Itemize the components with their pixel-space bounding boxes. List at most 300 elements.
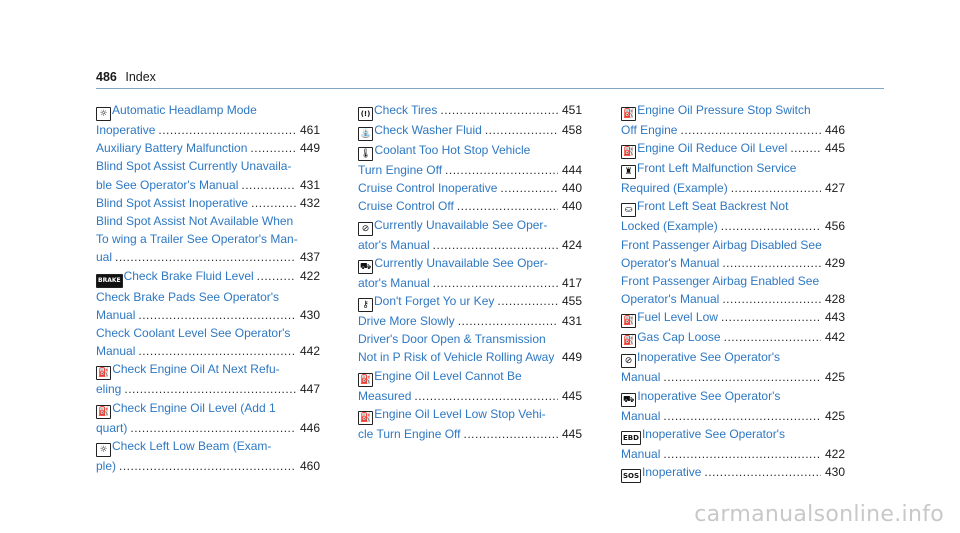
index-entry-line [96, 360, 320, 380]
page-reference[interactable]: 422 [824, 446, 845, 461]
index-entry-label: Check Engine Oil Level (Add 1 [112, 400, 276, 415]
page-reference[interactable]: 417 [561, 275, 582, 290]
page-reference[interactable]: 445 [561, 388, 582, 403]
index-entry-text[interactable] [621, 254, 719, 272]
index-entry-text[interactable] [621, 139, 787, 159]
index-entry[interactable] [621, 328, 845, 348]
engine-oil-icon: ⛽ [623, 147, 635, 158]
index-entry-label: Measured [358, 388, 412, 403]
index-entry-label: Manual [621, 408, 661, 423]
index-entry-text[interactable] [96, 399, 276, 419]
index-entry[interactable] [96, 139, 320, 157]
headlamp-icon: ☼ [96, 107, 111, 121]
engine-oil-icon: ⛽ [98, 406, 110, 417]
page-reference[interactable]: 440 [561, 199, 582, 214]
index-entry[interactable] [621, 236, 845, 272]
index-entry-text[interactable] [358, 161, 442, 179]
index-entry-text[interactable] [358, 254, 548, 274]
page-reference[interactable]: 442 [824, 330, 845, 345]
index-entry-line [96, 342, 320, 360]
index-entry-label: Automatic Headlamp Mode [112, 103, 257, 117]
page-reference[interactable]: 456 [824, 219, 845, 234]
index-entry-text[interactable] [621, 445, 660, 463]
index-entry-label: Turn Engine Off [358, 163, 443, 177]
index-entry[interactable] [96, 157, 320, 193]
index-entry-text[interactable] [96, 457, 116, 475]
sos-icon: SOS [621, 469, 641, 483]
index-entry-line [621, 139, 845, 159]
leader-dots [497, 292, 558, 312]
index-entry-label: ble See Operator's Manual [96, 177, 239, 192]
index-entry-text[interactable] [96, 139, 247, 157]
page-reference[interactable]: 460 [299, 458, 320, 473]
seat-icon: ⛀ [621, 203, 636, 217]
index-entry-text[interactable] [358, 367, 522, 387]
index-entry-text[interactable] [621, 368, 660, 386]
index-entry-line [621, 236, 845, 254]
engine-oil-icon: ⛽ [360, 374, 372, 385]
tire-pressure-icon: (!) [358, 107, 373, 121]
vehicle-front-icon: ⛟ [623, 394, 635, 405]
index-entry-line [621, 387, 845, 407]
page-reference[interactable]: 430 [299, 307, 320, 322]
index-entry-line [358, 161, 582, 179]
index-entry-label: Auxiliary Battery Malfunction [96, 141, 248, 156]
leader-dots [464, 425, 558, 443]
index-entry-line [621, 348, 845, 368]
index-entry-label: Cruise Control Inoperative [358, 181, 498, 196]
index-entry-text[interactable] [621, 407, 660, 425]
index-entry-label: Blind Spot Assist Currently Unavaila- [96, 159, 292, 174]
index-entry-text[interactable] [96, 248, 112, 266]
index-entry-line [621, 368, 845, 386]
page-reference[interactable]: 449 [299, 141, 320, 156]
index-entry[interactable] [358, 312, 582, 330]
leader-dots [458, 312, 558, 330]
index-entry[interactable] [621, 425, 845, 463]
page-reference[interactable]: 425 [824, 370, 845, 385]
index-entry-line [358, 121, 582, 141]
index-entry-text[interactable] [621, 101, 811, 121]
header-divider [96, 88, 884, 89]
index-entry-line [621, 290, 845, 308]
fuel-pump-icon: ⛽ [623, 336, 635, 347]
index-entry-label: Blind Spot Assist Not Available When [96, 214, 294, 229]
index-entry-label: ator's Manual [358, 237, 430, 252]
index-entry[interactable] [96, 212, 320, 267]
index-entry-label: Front Passenger Airbag Enabled See [621, 274, 820, 289]
index-entry-line [96, 324, 320, 342]
leader-dots [500, 179, 558, 197]
index-entry-line [621, 121, 845, 139]
index-entry-line [96, 419, 320, 437]
index-entry[interactable] [358, 141, 582, 179]
index-entry-line [358, 236, 582, 254]
index-entry[interactable] [358, 179, 582, 197]
index-entry-text[interactable] [96, 157, 291, 175]
index-entry-label: ple) [96, 458, 117, 473]
leader-dots [457, 197, 558, 215]
index-entry-text[interactable] [621, 425, 785, 445]
index-entry[interactable] [96, 437, 320, 475]
index-entry-label: Manual [621, 446, 661, 461]
leader-dots [433, 236, 558, 254]
index-entry-text[interactable] [621, 179, 728, 197]
leader-dots [241, 176, 296, 194]
index-entry-line [96, 194, 320, 212]
index-entry-text[interactable] [358, 216, 547, 236]
brake-icon: BRAKE [96, 274, 123, 288]
page-reference[interactable]: 444 [561, 163, 582, 177]
index-entry-label: quart) [96, 420, 128, 435]
index-entry-text[interactable] [621, 348, 780, 368]
leader-dots [721, 308, 821, 328]
page-reference[interactable]: 446 [824, 123, 845, 137]
index-entry-text[interactable] [358, 121, 482, 141]
index-entry-line [96, 139, 320, 157]
index-entry-text[interactable] [621, 328, 721, 348]
index-entry-line [621, 308, 845, 328]
washer-fluid-icon: ⛲ [360, 129, 372, 139]
index-entry[interactable] [621, 101, 845, 139]
prohibited-circle-icon: ⊘ [621, 354, 636, 368]
leader-dots [138, 342, 296, 360]
page-reference[interactable]: 458 [561, 123, 582, 137]
index-entry-label: Drive More Slowly [358, 314, 455, 329]
page-reference[interactable]: 447 [299, 382, 320, 397]
index-entry[interactable] [96, 267, 320, 288]
index-entry-line [96, 437, 320, 457]
index-entry-line [96, 121, 320, 139]
index-entry-text[interactable] [96, 342, 135, 360]
index-entry-text[interactable] [358, 197, 454, 215]
page-reference[interactable]: 428 [824, 292, 845, 307]
page-reference[interactable]: 431 [299, 177, 320, 192]
index-entry-label: cle Turn Engine Off [358, 426, 461, 441]
index-entry-text[interactable] [96, 437, 271, 457]
index-entry-text[interactable] [358, 330, 546, 348]
index-entry-label: Inoperative [642, 465, 702, 480]
leader-dots [119, 457, 296, 475]
index-entry-text[interactable] [358, 274, 430, 292]
index-entry-line [358, 179, 582, 197]
index-entry-line [621, 101, 845, 121]
page-reference[interactable]: 437 [299, 250, 320, 265]
index-entry[interactable] [358, 197, 582, 215]
leader-dots [557, 348, 558, 366]
index-entry-label: Engine Oil Level Cannot Be [374, 368, 522, 383]
index-entry[interactable] [621, 159, 845, 197]
index-entry[interactable] [96, 101, 320, 139]
key-icon: ⚷ [358, 298, 373, 312]
index-entry-label: Check Brake Fluid Level [123, 268, 254, 283]
page-reference[interactable]: 445 [824, 141, 845, 156]
index-entry-line [96, 157, 320, 175]
index-entry-label: Inoperative [96, 123, 156, 137]
index-entry-line [621, 159, 845, 179]
leader-dots [251, 194, 296, 212]
index-entry[interactable] [358, 101, 582, 121]
index-entry[interactable] [621, 348, 845, 386]
index-entry-text[interactable] [621, 197, 788, 217]
index-entry-label: Front Left Seat Backrest Not [637, 199, 789, 214]
index-entry[interactable] [96, 324, 320, 360]
index-entry-line [96, 306, 320, 324]
leader-dots [250, 139, 296, 157]
index-entry-label: Operator's Manual [621, 255, 720, 270]
index-entry-label: Off Engine [621, 123, 678, 137]
index-entry[interactable] [96, 360, 320, 398]
leader-dots [414, 387, 558, 405]
index-entry-text[interactable] [96, 121, 155, 139]
index-entry-text[interactable] [96, 101, 257, 121]
index-entry-line [621, 254, 845, 272]
index-entry-line [358, 348, 582, 366]
index-entry-line [96, 212, 320, 230]
index-entry-label: Check Brake Pads See Operator's [96, 289, 280, 304]
index-entry-text[interactable] [358, 292, 494, 312]
leader-dots [722, 254, 821, 272]
coolant-temp-icon: 🌡 [360, 149, 372, 159]
index-entry-label: Don't Forget Yo ur Key [374, 294, 495, 309]
page-reference[interactable]: 424 [561, 237, 582, 252]
page-reference[interactable]: 461 [299, 123, 320, 137]
headlamp-icon: ☼ [96, 443, 111, 457]
index-entry-line [358, 197, 582, 215]
index-entry-label: Gas Cap Loose [637, 330, 721, 345]
leader-dots [257, 267, 296, 288]
prohibited-circle-icon: ⊘ [358, 222, 373, 236]
index-entry-line [358, 141, 582, 161]
index-entry-label: Operator's Manual [621, 292, 720, 307]
index-entry-text[interactable] [621, 463, 701, 483]
seat-occupant-icon: ♜ [621, 165, 636, 179]
index-entry[interactable] [621, 272, 845, 308]
index-entry-label: Engine Oil Reduce Oil Level [637, 141, 788, 156]
leader-dots [704, 463, 821, 483]
index-entry-label: Not in P Risk of Vehicle Rolling Away [358, 350, 555, 365]
index-column-3 [621, 101, 845, 483]
page-header [96, 70, 156, 84]
leader-dots [485, 121, 558, 141]
index-entry-line [621, 179, 845, 197]
index-entry-label: Manual [96, 344, 136, 359]
index-entry[interactable] [358, 367, 582, 405]
index-entry-label: Front Left Malfunction Service [637, 161, 797, 176]
index-entry-label: Inoperative See Operator's [637, 388, 781, 403]
index-entry-line [621, 328, 845, 348]
index-entry-label: Manual [96, 307, 136, 322]
index-entry[interactable] [621, 139, 845, 159]
index-entry-text[interactable] [621, 308, 718, 328]
index-entry-label: Locked (Example) [621, 219, 718, 234]
index-entry-line [358, 292, 582, 312]
index-entry[interactable] [96, 399, 320, 437]
index-entry-line [621, 425, 845, 445]
index-entry-text[interactable] [96, 360, 280, 380]
index-entry-text[interactable] [358, 405, 546, 425]
index-entry-line [96, 176, 320, 194]
engine-oil-icon: ⛽ [98, 368, 110, 379]
index-entry-label: Coolant Too Hot Stop Vehicle [374, 143, 531, 157]
page-reference[interactable]: 429 [824, 255, 845, 270]
page-reference[interactable]: 431 [561, 314, 582, 329]
index-entry-line [358, 405, 582, 425]
index-entry[interactable] [621, 463, 845, 483]
page-reference[interactable]: 422 [299, 268, 320, 283]
page-reference[interactable]: 440 [561, 181, 582, 196]
index-entry-line [621, 463, 845, 483]
page-reference[interactable]: 425 [824, 408, 845, 423]
index-entry-text[interactable] [96, 212, 293, 230]
page-reference[interactable]: 432 [299, 195, 320, 210]
index-entry-text[interactable] [621, 217, 718, 235]
index-entry-text[interactable] [358, 387, 411, 405]
index-entry-label: Check Engine Oil At Next Refu- [112, 362, 280, 377]
index-entry-text[interactable] [358, 179, 497, 197]
index-entry[interactable] [621, 308, 845, 328]
leader-dots [663, 407, 821, 425]
leader-dots [124, 380, 296, 398]
leader-dots [680, 121, 820, 139]
index-entry-line [96, 288, 320, 306]
index-entry[interactable] [358, 254, 582, 292]
index-entry[interactable] [358, 216, 582, 254]
index-column-2 [358, 101, 582, 443]
index-column-1 [96, 101, 320, 475]
index-entry-line [96, 267, 320, 288]
index-entry-text[interactable] [621, 121, 677, 139]
index-entry-line [621, 217, 845, 235]
index-entry-text[interactable] [96, 306, 135, 324]
page-reference[interactable]: 455 [561, 294, 582, 309]
index-entry-text[interactable] [621, 272, 819, 290]
leader-dots [722, 290, 821, 308]
index-entry-label: Inoperative See Operator's [641, 426, 785, 441]
index-entry-line [96, 101, 320, 121]
index-entry-label: Front Passenger Airbag Disabled See [621, 237, 822, 252]
index-entry-line [621, 407, 845, 425]
index-entry-label: Fuel Level Low [637, 310, 718, 325]
index-entry-line [621, 197, 845, 217]
page-reference[interactable]: 446 [299, 420, 320, 435]
engine-oil-icon: ⛽ [360, 412, 372, 423]
index-entry-text[interactable] [96, 194, 248, 212]
index-entry[interactable] [621, 197, 845, 235]
vehicle-front-icon: ⛟ [360, 261, 372, 272]
index-entry-label: Manual [621, 370, 661, 385]
page-reference[interactable]: 427 [824, 181, 845, 196]
index-entry-text[interactable] [358, 141, 530, 161]
index-entry-text[interactable] [621, 236, 822, 254]
index-entry-label: Check Coolant Level See Operator's [96, 326, 291, 341]
index-entry-text[interactable] [96, 380, 121, 398]
index-entry-text[interactable] [96, 324, 290, 342]
leader-dots [433, 274, 558, 292]
index-entry-line [96, 457, 320, 475]
index-entry-text[interactable] [96, 267, 254, 288]
index-entry-text[interactable] [96, 230, 298, 248]
index-entry-text[interactable] [621, 159, 796, 179]
index-entry-line [621, 272, 845, 290]
index-entry-label: Cruise Control Off [358, 199, 454, 214]
index-entry[interactable] [358, 405, 582, 443]
index-entry[interactable] [621, 387, 845, 425]
page-reference[interactable]: 442 [299, 344, 320, 359]
index-entry-text[interactable] [96, 288, 279, 306]
index-entry-label: Engine Oil Level Low Stop Vehi- [374, 406, 546, 421]
index-entry-label: ator's Manual [358, 275, 430, 290]
index-entry-label: To wing a Trailer See Operator's Man- [96, 232, 298, 247]
leader-dots [158, 121, 296, 139]
index-entry-line [358, 387, 582, 405]
index-entry-label: Currently Unavailable See Oper- [374, 255, 548, 270]
leader-dots [663, 445, 821, 463]
index-entry-label: Check Tires [374, 103, 438, 117]
index-entry-text[interactable] [621, 387, 780, 407]
index-entry-text[interactable] [358, 348, 554, 366]
index-entry-text[interactable] [358, 425, 461, 443]
index-entry-label: eling [96, 382, 122, 397]
index-entry-label: Inoperative See Operator's [637, 350, 781, 365]
index-entry-line [96, 248, 320, 266]
engine-oil-icon: ⛽ [623, 109, 635, 119]
leader-dots [445, 161, 558, 179]
leader-dots [721, 217, 821, 235]
leader-dots [663, 368, 821, 386]
index-entry-line [358, 330, 582, 348]
index-entry-text[interactable] [96, 419, 127, 437]
index-entry-text[interactable] [96, 176, 238, 194]
index-entry-line [358, 312, 582, 330]
index-entry[interactable] [96, 288, 320, 324]
watermark: carmanualsonline.info [694, 502, 944, 527]
leader-dots [731, 179, 821, 197]
index-entry-label: Engine Oil Pressure Stop Switch [637, 103, 811, 117]
section-title: Index [125, 70, 156, 84]
leader-dots [440, 101, 558, 121]
index-entry[interactable] [96, 194, 320, 212]
index-entry-line [358, 216, 582, 236]
index-entry-label: Check Washer Fluid [374, 123, 482, 137]
leader-dots [138, 306, 296, 324]
index-entry-text[interactable] [358, 312, 455, 330]
index-entry-text[interactable] [621, 290, 719, 308]
leader-dots [790, 139, 821, 159]
index-entry[interactable] [358, 330, 582, 366]
index-entry-label: ual [96, 250, 113, 265]
page-reference[interactable]: 449 [561, 350, 582, 365]
page-reference[interactable]: 430 [824, 465, 845, 480]
index-entry[interactable] [358, 292, 582, 312]
index-entry-label: Driver's Door Open & Transmission [358, 332, 546, 347]
index-entry-line [96, 399, 320, 419]
index-entry-label: Required (Example) [621, 181, 728, 196]
page-number: 486 [96, 70, 117, 84]
index-entry-line [358, 425, 582, 443]
page-reference[interactable]: 445 [561, 426, 582, 441]
index-entry-line [358, 254, 582, 274]
index-entry-text[interactable] [358, 101, 437, 121]
index-entry-line [96, 380, 320, 398]
page-reference[interactable]: 443 [824, 310, 845, 325]
leader-dots [115, 248, 296, 266]
ebd-icon: EBD [621, 431, 641, 445]
page-reference[interactable]: 451 [561, 103, 582, 117]
index-entry[interactable] [358, 121, 582, 141]
index-entry-text[interactable] [358, 236, 430, 254]
index-entry-line [358, 274, 582, 292]
